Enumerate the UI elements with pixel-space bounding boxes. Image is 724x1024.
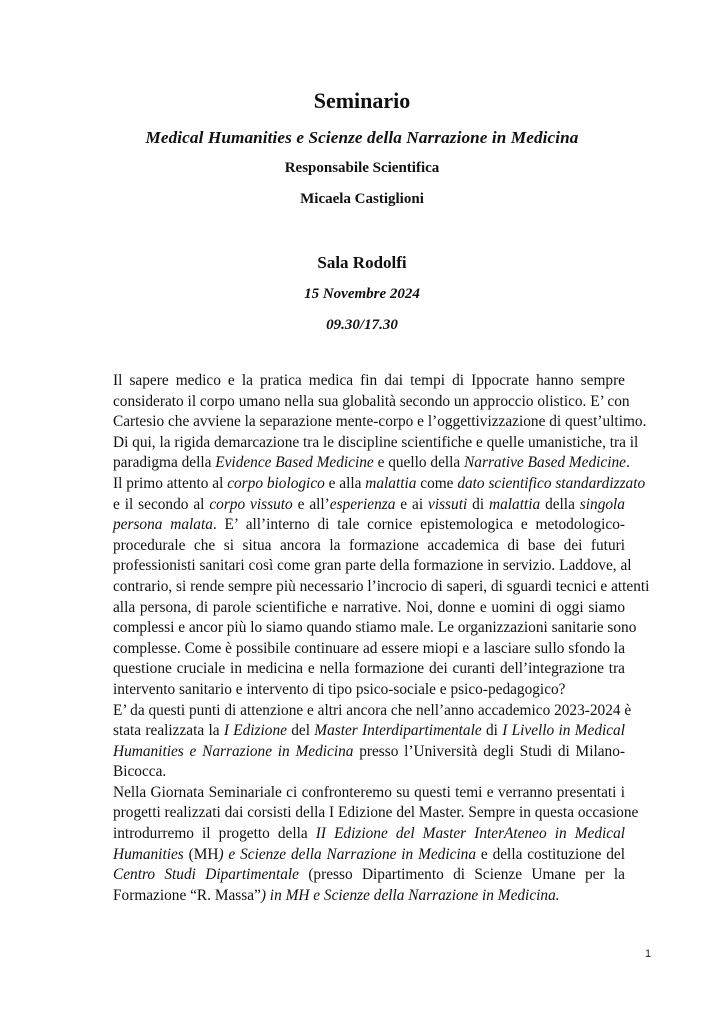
italic-text: Master Interdipartimentale <box>314 722 482 740</box>
body-line <box>113 783 625 804</box>
body-line <box>113 803 639 824</box>
text-run: Di qui, la rigida demarcazione tra le discipline scientifiche e quelle umanistiche, tra il <box>113 433 639 451</box>
text-run: paradigma della <box>113 454 216 472</box>
italic-text: Humanities e Narrazione in Medicina <box>113 742 354 760</box>
body-line <box>113 618 637 639</box>
text-run: stata realizzata la <box>113 722 224 740</box>
text-run: della <box>540 495 580 513</box>
italic-text: Centro Studi Dipartimentale <box>113 866 299 884</box>
body-line <box>113 495 625 516</box>
seminar-subtitle: Medical Humanities e Scienze della Narrazione in Medicina <box>145 128 579 147</box>
body-line <box>113 453 630 474</box>
italic-text: I Livello in Medical <box>502 722 625 740</box>
text-run: (presso Dipartimento di Scienze Umane per la <box>299 866 625 884</box>
body-line <box>113 598 625 619</box>
text-run: considerato il corpo umano nella sua globalità secondo un approccio olistico. E’ con <box>113 392 630 410</box>
italic-text: Humanities <box>113 845 184 863</box>
body-line <box>113 742 625 763</box>
event-venue: Sala Rodolfi <box>317 253 407 272</box>
text-run: . E’ all’interno di tale cornice epistemologica e metodologico- <box>212 516 625 534</box>
italic-text: malattia <box>489 495 541 513</box>
body-line <box>113 845 625 866</box>
body-line <box>113 556 632 577</box>
text-run: e ai <box>395 495 429 513</box>
text-run: complessi e ancor più lo siamo quando stiamo male. Le organizzazioni sanitarie sono <box>113 619 637 637</box>
text-run: contrario, si rende sempre più necessario l’incrocio di saperi, di sguardi tecnici e attenti <box>113 577 650 595</box>
page-number: 1 <box>645 948 652 960</box>
text-run: Il sapere medico e la pratica medica fin dai tempi di Ippocrate hanno sempre <box>113 372 625 389</box>
italic-text: Evidence Based Medicine <box>215 454 374 472</box>
text-run: procedurale che si situa ancora la formazione accademica di base dei futuri <box>113 536 625 554</box>
page-title: Seminario <box>313 88 411 113</box>
body-line <box>113 433 639 454</box>
body-line <box>113 701 632 722</box>
text-run: e quello della <box>373 454 465 472</box>
text-run: e della costituzione del <box>476 845 625 863</box>
italic-text: persona malata <box>113 516 213 534</box>
body-line <box>113 721 625 742</box>
responsible-role-label: Responsabile Scientifica <box>284 160 440 176</box>
italic-text: corpo vissuto <box>209 495 293 513</box>
italic-text: MH e Scienze della Narrazione in Medicina. <box>285 886 560 904</box>
italic-text: ) e Scienze della Narrazione in Medicina <box>218 845 477 863</box>
text-run: Nella Giornata Seminariale ci confronteremo su questi temi e verranno presentati i <box>113 783 625 801</box>
text-run: di <box>467 495 489 513</box>
italic-text: malattia <box>365 474 417 492</box>
text-run: (MH <box>183 845 219 863</box>
text-run: intervento sanitario e intervento di tipo psico-sociale e psico-pedagogico? <box>113 680 566 698</box>
text-run: Bicocca. <box>113 763 167 781</box>
responsible-name: Micaela Castiglioni <box>300 191 424 207</box>
italic-text: II Edizione del Master InterAteneo in Medical <box>315 825 626 843</box>
text-run: Il primo attento al <box>113 474 228 492</box>
text-run: introdurremo il progetto della <box>113 825 316 843</box>
text-run: progetti realizzati dai corsisti della I Edizione del Master. Sempre in questa occasione <box>113 804 639 822</box>
body-line <box>113 577 650 598</box>
body-paragraphs <box>113 371 650 906</box>
body-line <box>113 371 625 392</box>
text-run: alla persona, di parole scientifiche e narrative. Noi, donne e uomini di oggi siamo <box>113 598 625 616</box>
text-run: del <box>286 722 315 740</box>
body-line <box>113 412 647 433</box>
text-run: e il secondo al <box>113 495 210 513</box>
body-line <box>113 886 625 907</box>
italic-text: I Edizione <box>223 722 287 740</box>
italic-text: esperienza <box>329 495 396 513</box>
text-run: professionisti sanitari così come gran parte della formazione in servizio. Laddove, al <box>113 557 632 575</box>
text-run: E’ da questi punti di attenzione e altri ancora che nell’anno accademico 2023-2024 è <box>113 701 632 719</box>
body-line <box>113 392 630 413</box>
italic-text: dato scientifico standardizzato <box>457 474 646 492</box>
text-run: e all’ <box>292 495 330 513</box>
text-run: questione cruciale in medicina e nella formazione dei curanti dell’integrazione tra <box>113 660 625 678</box>
italic-text: corpo biologico <box>227 474 325 492</box>
italic-text: singola <box>579 495 625 513</box>
text-run: Formazione “R. Massa” <box>113 886 261 904</box>
body-line <box>113 515 625 536</box>
body-line <box>113 659 625 680</box>
text-run: di <box>481 722 503 740</box>
body-line <box>113 536 625 557</box>
text-run: e alla <box>324 474 366 492</box>
text-run: presso l’Università degli Studi di Milano- <box>353 742 625 760</box>
italic-text: vissuti <box>428 495 468 513</box>
text-run: . <box>625 454 630 472</box>
body-line <box>113 639 625 660</box>
italic-text: Narrative Based Medicine <box>464 454 626 472</box>
text-run: come <box>416 474 458 492</box>
italic-text: ) in <box>260 886 286 904</box>
body-line <box>113 865 625 886</box>
text-run: complesse. Come è possibile continuare ad essere miopi e a lasciare sullo sfondo la <box>113 639 625 657</box>
event-time: 09.30/17.30 <box>326 317 398 333</box>
event-date: 15 Novembre 2024 <box>304 286 420 302</box>
text-run: Cartesio che avviene la separazione mente-corpo e l’oggettivizzazione di quest’ultimo. <box>113 413 647 431</box>
body-line <box>113 474 646 495</box>
body-line <box>113 762 625 783</box>
body-line <box>113 680 625 701</box>
body-line <box>113 824 625 845</box>
